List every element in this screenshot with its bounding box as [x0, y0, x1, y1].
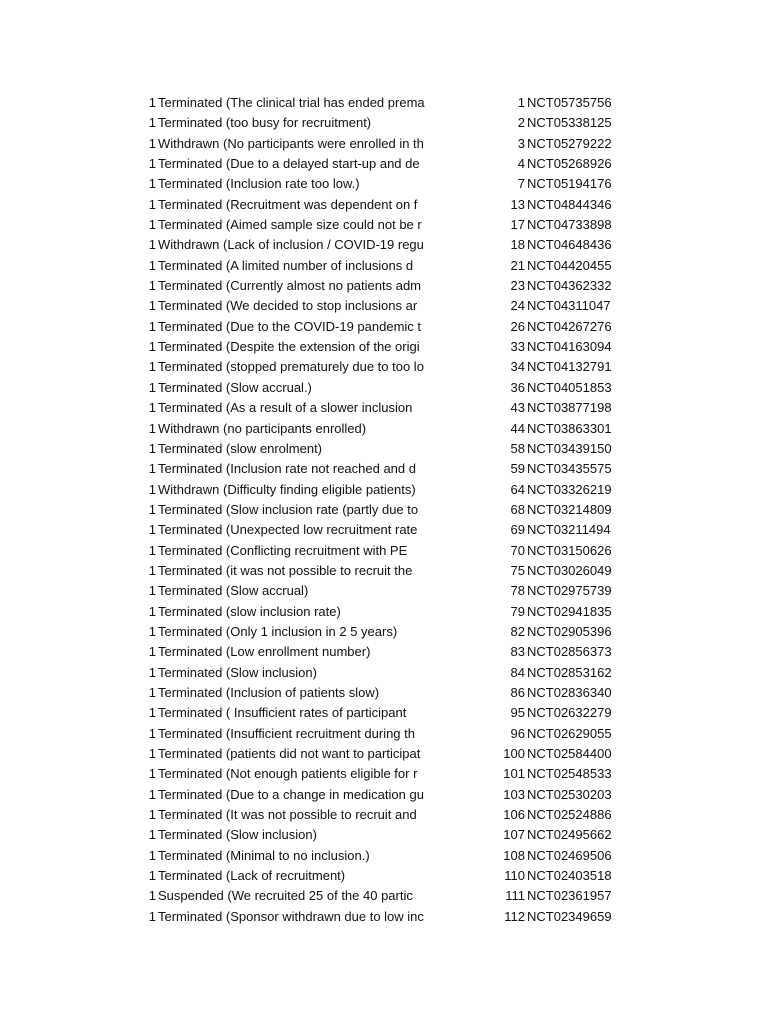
nct-id-cell: NCT02856373	[527, 644, 612, 660]
table-row	[0, 724, 768, 744]
flag-cell: 1	[148, 888, 156, 904]
flag-cell: 1	[148, 725, 156, 741]
flag-cell: 1	[148, 379, 156, 395]
nct-id-cell: NCT05194176	[527, 176, 612, 192]
flag-cell: 1	[148, 501, 156, 517]
status-reason-cell: Terminated (Low enrollment number)	[158, 644, 371, 660]
nct-id-cell: NCT03150626	[527, 542, 612, 558]
status-reason-cell: Terminated (Lack of recruitment)	[158, 868, 346, 884]
table-row	[0, 235, 768, 255]
table-row	[0, 642, 768, 662]
flag-cell: 1	[148, 542, 156, 558]
flag-cell: 1	[148, 786, 156, 802]
flag-cell: 1	[148, 522, 156, 538]
nct-id-cell: NCT03211494	[527, 522, 611, 538]
row-index-cell: 82	[510, 623, 525, 639]
flag-cell: 1	[148, 623, 156, 639]
status-reason-cell: Terminated (slow inclusion rate)	[158, 603, 341, 619]
table-row	[0, 541, 768, 561]
nct-id-cell: NCT03435575	[527, 461, 612, 477]
table-row	[0, 886, 768, 906]
row-index-cell: 79	[510, 603, 525, 619]
row-index-cell: 84	[510, 664, 525, 680]
status-reason-cell: Terminated (It was not possible to recruit and	[158, 807, 417, 823]
flag-cell: 1	[148, 318, 156, 334]
table-row	[0, 439, 768, 459]
nct-id-cell: NCT04733898	[527, 217, 612, 233]
row-index-cell: 44	[510, 420, 525, 436]
flag-cell: 1	[148, 827, 156, 843]
row-index-cell: 70	[510, 542, 525, 558]
nct-id-cell: NCT03877198	[527, 400, 612, 416]
flag-cell: 1	[148, 603, 156, 619]
table-row	[0, 907, 768, 927]
status-reason-cell: Terminated (Slow accrual.)	[158, 379, 312, 395]
nct-id-cell: NCT02469506	[527, 847, 612, 863]
row-index-cell: 21	[510, 257, 525, 273]
nct-id-cell: NCT03214809	[527, 501, 612, 517]
flag-cell: 1	[148, 766, 156, 782]
nct-id-cell: NCT04844346	[527, 196, 612, 212]
flag-cell: 1	[148, 583, 156, 599]
nct-id-cell: NCT02403518	[527, 868, 612, 884]
table-row	[0, 113, 768, 133]
table-row	[0, 93, 768, 113]
nct-id-cell: NCT03863301	[527, 420, 612, 436]
row-index-cell: 58	[510, 440, 525, 456]
status-reason-cell: Terminated (Sponsor withdrawn due to low inc	[158, 908, 424, 924]
table-row	[0, 296, 768, 316]
nct-id-cell: NCT04362332	[527, 278, 612, 294]
table-row	[0, 764, 768, 784]
nct-id-cell: NCT02836340	[527, 684, 612, 700]
table-row	[0, 174, 768, 194]
nct-id-cell: NCT03439150	[527, 440, 612, 456]
row-index-cell: 13	[510, 196, 525, 212]
flag-cell: 1	[148, 217, 156, 233]
nct-id-cell: NCT04420455	[527, 257, 612, 273]
flag-cell: 1	[148, 807, 156, 823]
row-index-cell: 7	[517, 176, 525, 192]
table-row	[0, 622, 768, 642]
table-row	[0, 459, 768, 479]
status-reason-cell: Terminated (Inclusion of patients slow)	[158, 684, 380, 700]
flag-cell: 1	[148, 847, 156, 863]
row-index-cell: 1	[517, 95, 525, 110]
nct-id-cell: NCT02941835	[527, 603, 612, 619]
row-index-cell: 107	[503, 827, 525, 843]
nct-id-cell: NCT04163094	[527, 339, 612, 355]
status-reason-cell: Terminated ( Insufficient rates of participant	[158, 705, 407, 721]
nct-id-cell: NCT04267276	[527, 318, 612, 334]
status-reason-cell: Terminated (Not enough patients eligible for r	[158, 766, 418, 782]
status-reason-cell: Terminated (A limited number of inclusions d	[158, 257, 414, 273]
row-index-cell: 83	[510, 644, 525, 660]
row-index-cell: 36	[510, 379, 525, 395]
flag-cell: 1	[148, 420, 156, 436]
status-reason-cell: Terminated (too busy for recruitment)	[158, 115, 372, 131]
row-index-cell: 86	[510, 684, 525, 700]
table-row	[0, 500, 768, 520]
flag-cell: 1	[148, 135, 156, 151]
flag-cell: 1	[148, 278, 156, 294]
status-reason-cell: Terminated (patients did not want to participat	[158, 746, 421, 761]
status-reason-cell: Terminated (As a result of a slower inclusion	[158, 400, 413, 416]
flag-cell: 1	[148, 562, 156, 578]
table-row	[0, 703, 768, 723]
table-row	[0, 398, 768, 418]
status-reason-cell: Terminated (Insufficient recruitment during th	[158, 725, 415, 741]
flag-cell: 1	[148, 684, 156, 700]
status-reason-cell: Terminated (Slow inclusion)	[158, 827, 317, 843]
table-row	[0, 154, 768, 174]
row-index-cell: 17	[510, 217, 525, 233]
nct-id-cell: NCT02548533	[527, 766, 612, 782]
nct-id-cell: NCT02495662	[527, 827, 612, 843]
status-reason-cell: Terminated (Slow accrual)	[158, 583, 309, 599]
row-index-cell: 103	[503, 786, 525, 802]
nct-id-cell: NCT05279222	[527, 135, 612, 151]
table-row	[0, 846, 768, 866]
table-row	[0, 337, 768, 357]
row-index-cell: 68	[510, 501, 525, 517]
row-index-cell: 78	[510, 583, 525, 599]
status-reason-cell: Withdrawn (Lack of inclusion / COVID-19 regu	[158, 237, 424, 253]
flag-cell: 1	[148, 339, 156, 355]
flag-cell: 1	[148, 644, 156, 660]
status-reason-cell: Terminated (Due to the COVID-19 pandemic t	[158, 318, 422, 334]
row-index-cell: 110	[504, 868, 525, 884]
flag-cell: 1	[148, 359, 156, 375]
flag-cell: 1	[148, 298, 156, 314]
row-index-cell: 43	[510, 400, 525, 416]
table-row	[0, 378, 768, 398]
status-reason-cell: Terminated (it was not possible to recruit the	[158, 562, 413, 578]
flag-cell: 1	[148, 400, 156, 416]
nct-id-cell: NCT02361957	[527, 888, 612, 904]
status-reason-cell: Terminated (stopped prematurely due to too lo	[158, 359, 424, 375]
status-reason-cell: Terminated (We decided to stop inclusions ar	[158, 298, 418, 314]
status-reason-cell: Suspended (We recruited 25 of the 40 partic	[158, 888, 413, 904]
row-index-cell: 75	[510, 562, 525, 578]
row-index-cell: 3	[517, 135, 525, 151]
trial-status-table	[0, 93, 768, 927]
row-index-cell: 4	[517, 156, 525, 172]
flag-cell: 1	[148, 196, 156, 212]
status-reason-cell: Terminated (Inclusion rate too low.)	[158, 176, 360, 192]
table-row	[0, 134, 768, 154]
status-reason-cell: Terminated (Despite the extension of the origi	[158, 339, 420, 355]
status-reason-cell: Terminated (Slow inclusion rate (partly due to	[158, 501, 419, 517]
nct-id-cell: NCT05338125	[527, 115, 612, 131]
table-row	[0, 744, 768, 764]
table-row	[0, 195, 768, 215]
status-reason-cell: Terminated (The clinical trial has ended prema	[158, 95, 425, 110]
table-row	[0, 317, 768, 337]
row-index-cell: 33	[510, 339, 525, 355]
flag-cell: 1	[148, 461, 156, 477]
row-index-cell: 18	[510, 237, 525, 253]
table-row	[0, 663, 768, 683]
flag-cell: 1	[148, 746, 156, 761]
status-reason-cell: Terminated (Recruitment was dependent on f	[158, 196, 418, 212]
table-row	[0, 276, 768, 296]
row-index-cell: 23	[510, 278, 525, 294]
flag-cell: 1	[148, 481, 156, 497]
flag-cell: 1	[148, 257, 156, 273]
status-reason-cell: Terminated (Aimed sample size could not be r	[158, 217, 422, 233]
row-index-cell: 64	[510, 481, 525, 497]
nct-id-cell: NCT02905396	[527, 623, 612, 639]
row-index-cell: 100	[503, 746, 525, 761]
flag-cell: 1	[148, 908, 156, 924]
nct-id-cell: NCT02632279	[527, 705, 612, 721]
table-row	[0, 683, 768, 703]
row-index-cell: 34	[510, 359, 525, 375]
nct-id-cell: NCT05268926	[527, 156, 612, 172]
status-reason-cell: Terminated (Due to a delayed start-up and de	[158, 156, 420, 172]
status-reason-cell: Withdrawn (Difficulty finding eligible patients)	[158, 481, 416, 497]
flag-cell: 1	[148, 115, 156, 131]
table-row	[0, 520, 768, 540]
flag-cell: 1	[148, 705, 156, 721]
table-row	[0, 561, 768, 581]
status-reason-cell: Terminated (Minimal to no inclusion.)	[158, 847, 370, 863]
status-reason-cell: Withdrawn (no participants enrolled)	[158, 420, 367, 436]
status-reason-cell: Terminated (Inclusion rate not reached and d	[158, 461, 416, 477]
flag-cell: 1	[148, 664, 156, 680]
status-reason-cell: Terminated (Only 1 inclusion in 2 5 years)	[158, 623, 398, 639]
nct-id-cell: NCT02524886	[527, 807, 612, 823]
status-reason-cell: Withdrawn (No participants were enrolled in th	[158, 135, 424, 151]
table-row	[0, 480, 768, 500]
nct-id-cell: NCT02530203	[527, 786, 612, 802]
table-row	[0, 805, 768, 825]
row-index-cell: 106	[503, 807, 525, 823]
nct-id-cell: NCT03026049	[527, 562, 612, 578]
table-row	[0, 357, 768, 377]
table-row	[0, 602, 768, 622]
row-index-cell: 69	[510, 522, 525, 538]
row-index-cell: 101	[503, 766, 525, 782]
status-reason-cell: Terminated (Conflicting recruitment with PE	[158, 542, 408, 558]
nct-id-cell: NCT02349659	[527, 908, 612, 924]
row-index-cell: 95	[510, 705, 525, 721]
table-row	[0, 825, 768, 845]
flag-cell: 1	[148, 156, 156, 172]
status-reason-cell: Terminated (Unexpected low recruitment rate	[158, 522, 418, 538]
nct-id-cell: NCT02584400	[527, 746, 612, 761]
flag-cell: 1	[148, 440, 156, 456]
row-index-cell: 96	[510, 725, 525, 741]
table-row	[0, 581, 768, 601]
table-row	[0, 215, 768, 235]
row-index-cell: 26	[510, 318, 525, 334]
flag-cell: 1	[148, 176, 156, 192]
nct-id-cell: NCT04051853	[527, 379, 612, 395]
nct-id-cell: NCT02629055	[527, 725, 612, 741]
flag-cell: 1	[148, 237, 156, 253]
row-index-cell: 24	[510, 298, 525, 314]
table-row	[0, 866, 768, 886]
flag-cell: 1	[148, 868, 156, 884]
table-row	[0, 419, 768, 439]
nct-id-cell: NCT04311047	[527, 298, 611, 314]
nct-id-cell: NCT03326219	[527, 481, 612, 497]
table-row	[0, 256, 768, 276]
flag-cell: 1	[148, 95, 156, 110]
row-index-cell: 111	[505, 888, 525, 904]
nct-id-cell: NCT04648436	[527, 237, 612, 253]
row-index-cell: 59	[510, 461, 525, 477]
nct-id-cell: NCT04132791	[527, 359, 612, 375]
row-index-cell: 108	[503, 847, 525, 863]
status-reason-cell: Terminated (Due to a change in medication gu	[158, 786, 424, 802]
status-reason-cell: Terminated (slow enrolment)	[158, 440, 323, 456]
nct-id-cell: NCT05735756	[527, 95, 612, 110]
nct-id-cell: NCT02975739	[527, 583, 612, 599]
row-index-cell: 112	[504, 908, 525, 924]
table-row	[0, 785, 768, 805]
nct-id-cell: NCT02853162	[527, 664, 612, 680]
status-reason-cell: Terminated (Currently almost no patients adm	[158, 278, 422, 294]
row-index-cell: 2	[517, 115, 525, 131]
status-reason-cell: Terminated (Slow inclusion)	[158, 664, 317, 680]
